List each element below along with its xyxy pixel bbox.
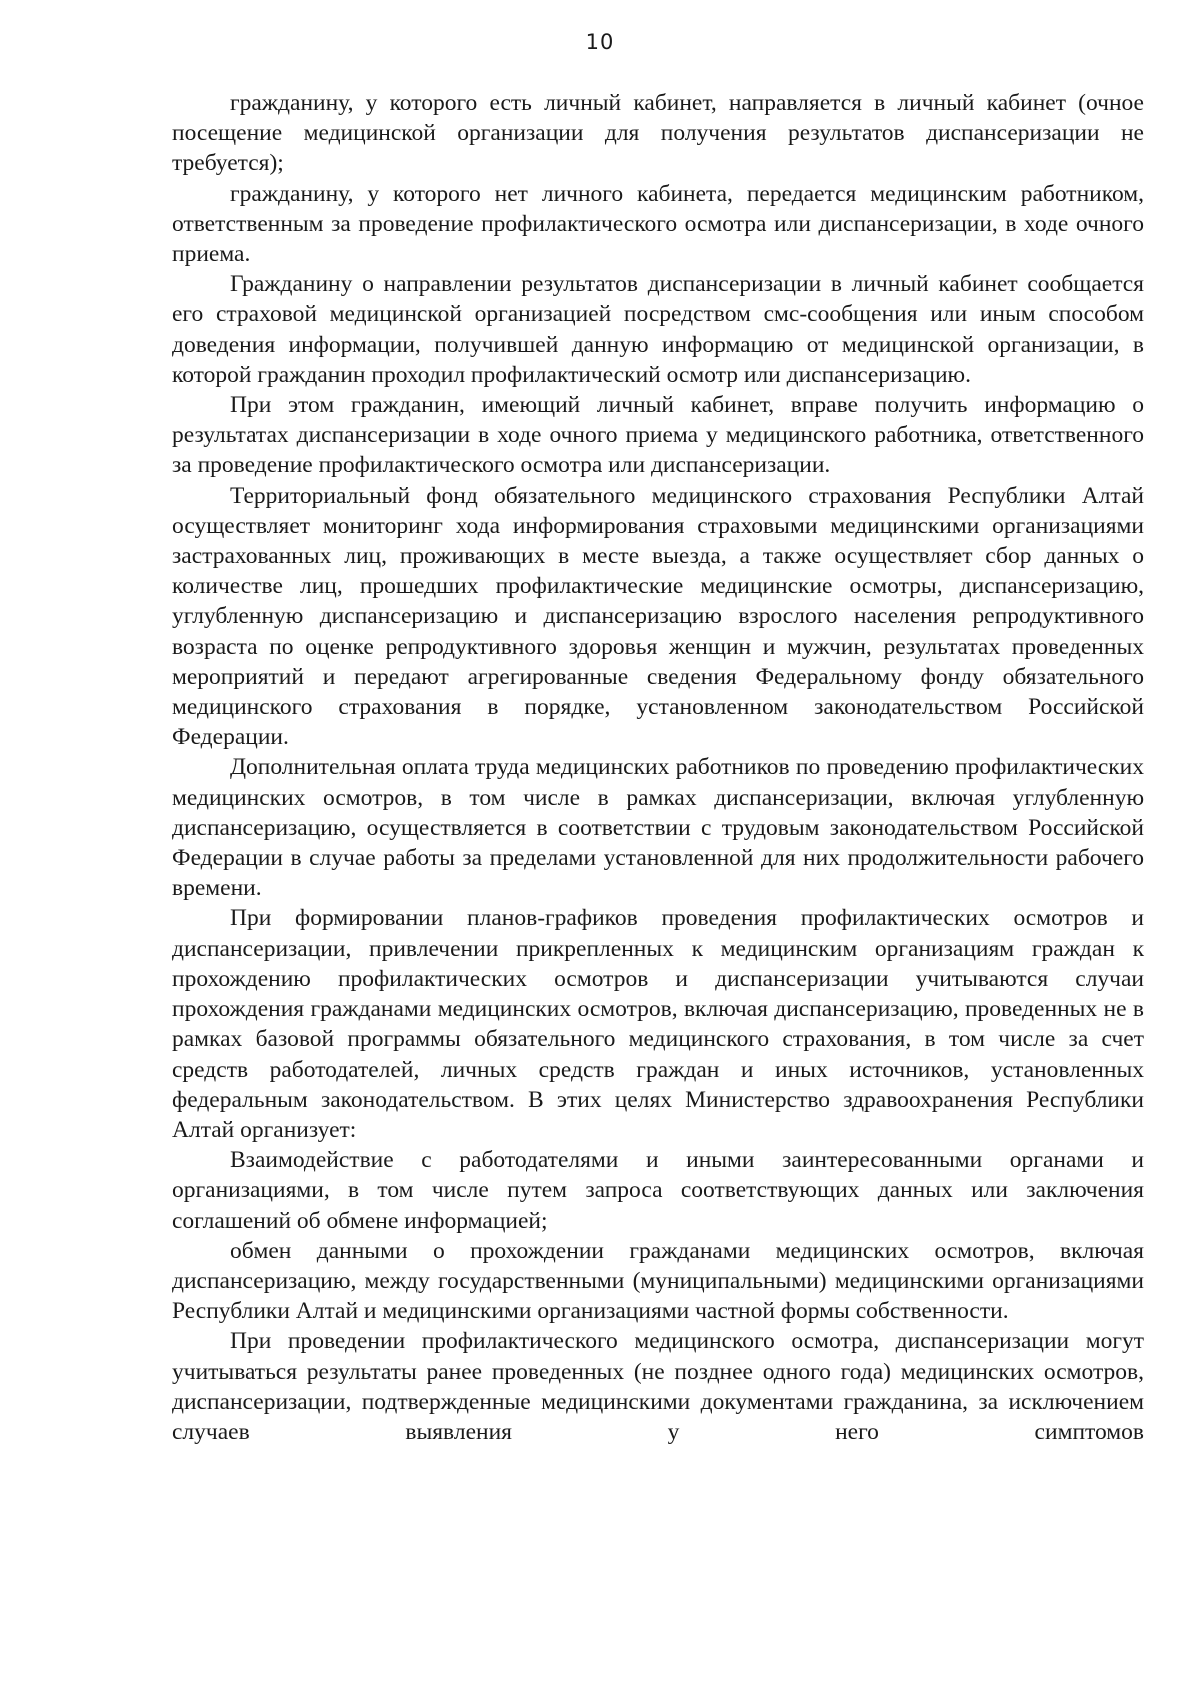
- paragraph: При проведении профилактического медицинского осмотра, диспансеризации могут учитываться результаты ранее проведенных (не позднее одного года) медицинских осмотров, диспансеризации, подтвержденные медицинскими документами гражданина, за исключением случаев выявления у него симптомов: [172, 1328, 1144, 1445]
- paragraph: Территориальный фонд обязательного медицинского страхования Республики Алтай осуществляет мониторинг хода информирования страховыми медицинскими организациями застрахованных лиц, проживающих в месте выезда, а также осуществляет сбор данных о количестве лиц, прошедших профилактические медицинские осмотры, диспансеризацию, углубленную диспансеризацию и диспансеризацию взрослого населения репродуктивного возраста по оценке репродуктивного здоровья женщин и мужчин, результатах проведенных мероприятий и передают агрегированные сведения Федеральному фонду обязательного медицинского страхования в порядке, установленном законодательством Российской Федерации.: [172, 482, 1144, 751]
- paragraph: гражданину, у которого нет личного кабинета, передается медицинским работником, ответственным за проведение профилактического осмотра или диспансеризации, в ходе очного приема.: [172, 180, 1144, 268]
- paragraph: гражданину, у которого есть личный кабинет, направляется в личный кабинет (очное посещение медицинской организации для получения результатов диспансеризации не требуется);: [172, 90, 1144, 177]
- paragraph: Взаимодействие с работодателями и иными заинтересованными органами и организациями, в том числе путем запроса соответствующих данных или заключения соглашений об обмене информацией;: [172, 1147, 1144, 1234]
- paragraph: обмен данными о прохождении гражданами медицинских осмотров, включая диспансеризацию, между государственными (муниципальными) медицинскими организациями Республики Алтай и медицинскими организациями частной формы собственности.: [172, 1237, 1144, 1325]
- document-body: [172, 88, 1144, 1447]
- paragraph: При этом гражданин, имеющий личный кабинет, вправе получить информацию о результатах диспансеризации в ходе очного приема у медицинского работника, ответственного за проведение профилактического осмотра или диспансеризации.: [172, 392, 1144, 479]
- paragraph: Дополнительная оплата труда медицинских работников по проведению профилактических медицинских осмотров, в том числе в рамках диспансеризации, включая углубленную диспансеризацию, осуществляется в соответствии с трудовым законодательством Российской Федерации в случае работы за пределами установленной для них продолжительности рабочего времени.: [172, 754, 1144, 902]
- paragraph: Гражданину о направлении результатов диспансеризации в личный кабинет сообщается его страховой медицинской организацией посредством смс-сообщения или иным способом доведения информации, получившей данную информацию от медицинской организации, в которой гражданин проходил профилактический осмотр или диспансеризацию.: [172, 271, 1144, 388]
- paragraph: При формировании планов-графиков проведения профилактических осмотров и диспансеризации, привлечении прикрепленных к медицинским организациям граждан к прохождению профилактических осмотров и диспансеризации учитываются случаи прохождения гражданами медицинских осмотров, включая диспансеризацию, проведенных не в рамках базовой программы обязательного медицинского страхования, в том числе за счет средств работодателей, личных средств граждан и иных источников, установленных федеральным законодательством. В этих целях Министерство здравоохранения Республики Алтай организует:: [172, 905, 1144, 1143]
- page-number: 10: [585, 30, 615, 54]
